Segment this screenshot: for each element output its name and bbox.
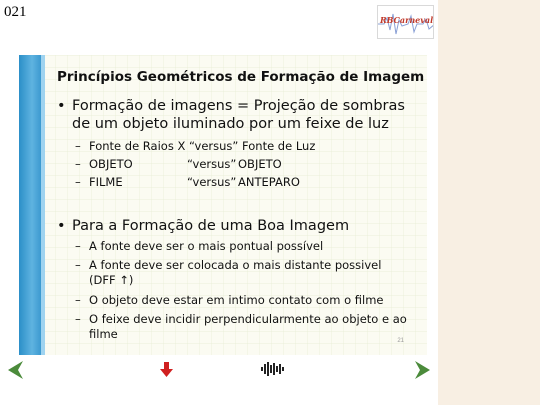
sub-bullet-dash: –	[75, 139, 81, 153]
sub-bullet-dash: –	[75, 312, 81, 326]
bullet-text: Formação de imagens = Projeção de sombras de um objeto iluminado por um feixe de luz	[72, 98, 405, 132]
slide-page-number: 21	[397, 338, 404, 344]
next-section-button[interactable]	[160, 361, 173, 378]
arrow-down-icon	[160, 361, 173, 378]
bullet-mark: •	[57, 218, 66, 234]
sub-bullet-text: A fonte deve ser o mais pontual possível	[89, 239, 324, 253]
side-panel	[438, 0, 540, 405]
bullet-mark: •	[57, 98, 66, 114]
previous-slide-button[interactable]	[7, 360, 24, 380]
sub-bullet-text: A fonte deve ser colocada o mais distante possivel (DFF ↑)	[89, 258, 382, 287]
sub-bullet-text: Fonte de Raios X “versus” Fonte de Luz	[89, 139, 316, 153]
slide-content	[57, 55, 423, 355]
slide-number: 021	[4, 4, 27, 20]
sub-bullet-dash: –	[75, 293, 81, 307]
sub-bullet-object: OBJETO	[238, 157, 282, 171]
slide-accent-bar-highlight	[41, 55, 45, 355]
sub-bullet-dash: –	[75, 175, 81, 189]
sub-bullet-versus: “versus”	[187, 175, 237, 189]
sub-bullet-text: FILME	[89, 175, 123, 189]
next-slide-button[interactable]	[414, 360, 431, 380]
logo-text: RBCarneval	[380, 15, 434, 25]
slide-title: Princípios Geométricos de Formação de Imagem	[57, 69, 425, 85]
bullet-text: Para a Formação de uma Boa Imagem	[72, 218, 350, 234]
audio-button[interactable]	[260, 361, 286, 377]
sub-bullet-text: OBJETO	[89, 157, 133, 171]
brand-logo	[377, 5, 434, 39]
sub-bullet-dash: –	[75, 157, 81, 171]
sub-bullet-versus: “versus”	[187, 157, 237, 171]
sub-bullet-object: ANTEPARO	[238, 175, 300, 189]
slide-accent-bar	[19, 55, 45, 355]
sub-bullet-text: O feixe deve incidir perpendicularmente ao objeto e ao filme	[89, 312, 407, 341]
sub-bullet-text: O objeto deve estar em intimo contato com o filme	[89, 293, 384, 307]
arrow-left-icon	[7, 360, 24, 380]
slide	[19, 55, 427, 355]
sub-bullet-dash: –	[75, 239, 81, 253]
arrow-right-icon	[414, 360, 431, 380]
sub-bullet-dash: –	[75, 258, 81, 272]
audio-waveform-icon	[260, 361, 286, 377]
